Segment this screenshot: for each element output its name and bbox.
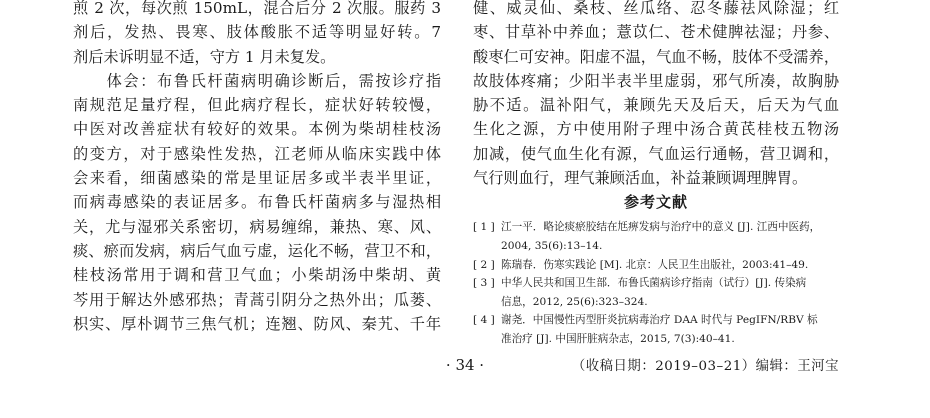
reference-text: 准治疗 [J]. 中国肝脏病杂志，2015, 7(3):40–41. xyxy=(501,332,735,345)
reference-text: 陈瑞春．伤寒实践论 [M]. 北京：人民卫生出版社，2003:41–49. xyxy=(501,258,809,271)
body-text-line: 生化之源，方中使用附子理中汤合黄芪桂枝五物汤 xyxy=(473,120,839,139)
body-text-line: 南规范足量疗程，但此病疗程长，症状好转较慢， xyxy=(73,96,441,115)
body-text-line: 关，尤与湿邪关系密切，病易缠绵，兼热、寒、风、 xyxy=(73,217,441,236)
body-text-line: 剂后未诉明显不适，守方 1 月未复发。 xyxy=(73,47,336,66)
received-date-editor: （收稿日期：2019–03–21）编辑：王河宝 xyxy=(571,358,839,374)
body-text-line: 健、威灵仙、桑枝、丝瓜络、忍冬藤祛风除湿；红 xyxy=(473,0,839,17)
body-text-line: 酸枣仁可安神。阳虚不温，气血不畅，肢体不受濡养， xyxy=(473,47,839,66)
body-text-line: 气行则血行，理气兼顾活血，补益兼顾调理脾胃。 xyxy=(473,169,808,188)
reference-text: 江一平．略论痰瘀胶结在尪痹发病与治疗中的意义 [J]. 江西中医药， xyxy=(501,221,821,234)
reference-text: 中华人民共和国卫生部．布鲁氏菌病诊疗指南（试行）[J]. 传染病 xyxy=(501,277,807,290)
body-text-line: 煎 2 次，每次煎 150mL，混合后分 2 次服。服药 3 xyxy=(73,0,441,17)
body-text-line: 桂枝汤常用于调和营卫气血；小柴胡汤中柴胡、黄 xyxy=(73,266,441,285)
reference-item xyxy=(473,274,839,311)
body-text-line: 会来看，细菌感染的常是里证居多或半表半里证， xyxy=(73,169,441,188)
left-column xyxy=(73,0,441,336)
body-text-line: 痰、瘀而发病，病后气血亏虚，运化不畅，营卫不和， xyxy=(73,241,441,260)
references-heading: 参考文献 xyxy=(623,193,688,212)
reference-item xyxy=(473,311,839,348)
body-text-line: 剂后，发热、畏寒、肢体酸胀不适等明显好转。7 xyxy=(73,23,441,42)
reference-item xyxy=(473,256,839,275)
body-text-line: 加减，使气血生化有源，气血运行通畅，营卫调和， xyxy=(473,144,839,163)
reference-number: [ 3 ] xyxy=(473,277,495,290)
body-text-line: 体会：布鲁氏杆菌病明确诊断后，需按诊疗指 xyxy=(73,71,441,90)
body-text-line: 枣、甘草补中养血；薏苡仁、苍术健脾祛湿；丹参、 xyxy=(473,23,839,42)
right-column xyxy=(473,0,839,377)
body-text-line: 的变方，对于感染性发热，江老师从临床实践中体 xyxy=(73,144,441,163)
reference-text: 信息，2012, 25(6):323–324. xyxy=(501,295,648,308)
page-number: · 34 · xyxy=(445,356,485,374)
reference-number: [ 4 ] xyxy=(473,314,495,327)
body-text-line: 枳实、厚朴调节三焦气机；连翘、防风、秦艽、千年 xyxy=(73,314,441,333)
body-text-line: 中医对改善症状有较好的效果。本例为柴胡桂枝汤 xyxy=(73,120,441,139)
body-text-line: 而病毒感染的表证居多。布鲁氏杆菌病多与湿热相 xyxy=(73,193,441,212)
body-text-line: 芩用于解达外感邪热；青蒿引阴分之热外出；瓜蒌、 xyxy=(73,290,441,309)
body-text-line: 胁不适。温补阳气，兼顾先天及后天，后天为气血 xyxy=(473,96,839,115)
reference-number: [ 2 ] xyxy=(473,258,495,271)
reference-number: [ 1 ] xyxy=(473,221,495,234)
reference-text: 谢尧．中国慢性丙型肝炎抗病毒治疗 DAA 时代与 PegIFN/RBV 标 xyxy=(501,314,818,327)
reference-text: 2004, 35(6):13–14. xyxy=(501,239,603,252)
reference-item xyxy=(473,218,839,255)
references-list xyxy=(473,218,839,348)
body-text-line: 故肢体疼痛；少阳半表半里虚弱，邪气所凑，故胸胁 xyxy=(473,71,839,90)
